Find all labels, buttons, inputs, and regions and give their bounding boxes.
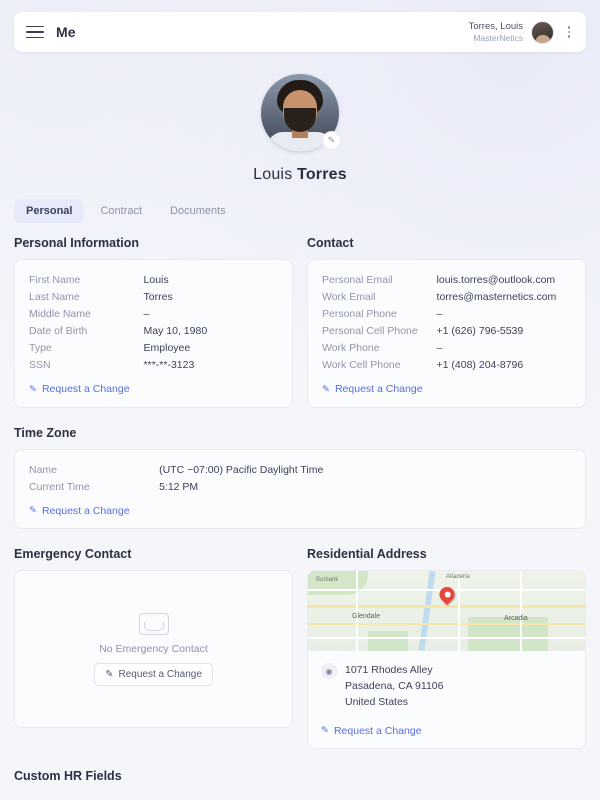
field-value: +1 (626) 796-5539 <box>436 325 524 337</box>
field-label: Name <box>29 463 58 476</box>
map-label: Altadena <box>446 574 470 580</box>
field-label: Current Time <box>29 480 90 493</box>
page-title: Me <box>56 24 76 40</box>
field-row <box>322 323 571 340</box>
emergency-contact-empty-text: No Emergency Contact <box>99 642 208 655</box>
pencil-icon: ✎ <box>322 383 330 395</box>
address-lines <box>345 662 443 710</box>
request-change-label: Request a Change <box>333 724 422 737</box>
field-label: SSN <box>29 359 51 371</box>
field-value: – <box>436 342 443 354</box>
time-zone-card <box>14 449 586 530</box>
field-row <box>29 289 278 306</box>
residential-address-card <box>307 570 586 749</box>
field-row <box>322 340 571 357</box>
field-value: ***-**-3123 <box>143 359 195 371</box>
emergency-contact-section <box>14 547 293 749</box>
location-icon: ◉ <box>321 663 337 679</box>
profile-name <box>0 166 600 184</box>
bottom-columns <box>14 547 586 749</box>
request-change-emergency-contact[interactable] <box>94 663 213 686</box>
emergency-contact-card <box>14 570 293 728</box>
field-row <box>29 357 278 374</box>
field-label: Work Cell Phone <box>322 359 401 371</box>
map-label: Arcadia <box>504 615 528 622</box>
field-value: – <box>436 308 443 320</box>
personal-information-card <box>14 259 293 408</box>
field-value: May 10, 1980 <box>143 325 208 337</box>
pencil-icon: ✎ <box>29 505 37 516</box>
address-footer <box>308 720 585 748</box>
field-row <box>29 462 571 479</box>
field-value: Torres <box>143 291 173 303</box>
field-value: louis.torres@outlook.com <box>436 274 556 286</box>
request-change-label: Request a Change <box>41 504 130 517</box>
field-value: (UTC −07:00) Pacific Daylight Time <box>159 463 324 476</box>
more-vertical-icon[interactable] <box>562 26 576 38</box>
time-zone-title: Time Zone <box>14 425 77 440</box>
profile-header <box>0 74 600 184</box>
field-row <box>29 272 278 289</box>
field-label: Personal Email <box>322 274 393 286</box>
request-change-label: Request a Change <box>118 668 202 680</box>
request-change-label: Request a Change <box>41 383 130 395</box>
field-label: Work Email <box>322 291 376 303</box>
time-zone-section <box>14 426 586 530</box>
main-content <box>14 236 586 800</box>
residential-address-title: Residential Address <box>307 547 427 561</box>
request-change-personal-information[interactable] <box>29 383 130 395</box>
field-value: – <box>143 308 150 320</box>
map-pin-icon <box>436 584 457 605</box>
top-bar <box>14 12 586 52</box>
field-label: Personal Cell Phone <box>322 325 418 337</box>
tab-contract[interactable]: Contract <box>100 205 143 217</box>
field-row <box>322 357 571 374</box>
pencil-icon: ✎ <box>105 668 114 680</box>
field-row <box>29 479 571 496</box>
avatar[interactable] <box>531 21 554 44</box>
field-label: Work Phone <box>322 342 380 354</box>
inbox-icon <box>139 613 169 635</box>
contact-section <box>307 236 586 408</box>
user-name: Torres, Louis <box>468 20 523 32</box>
user-info[interactable] <box>469 21 523 44</box>
map-label: Glendale <box>352 613 381 620</box>
field-label: First Name <box>29 274 81 286</box>
field-row <box>322 272 571 289</box>
personal-information-section <box>14 236 293 408</box>
field-row <box>322 289 571 306</box>
pencil-icon: ✎ <box>29 383 37 395</box>
field-row <box>29 323 278 340</box>
request-change-label: Request a Change <box>334 383 423 395</box>
field-row <box>29 306 278 323</box>
field-label: Last Name <box>29 291 80 303</box>
residential-address-section <box>307 547 586 749</box>
tab-personal[interactable]: Personal <box>14 199 84 223</box>
field-value: torres@masternetics.com <box>436 291 557 303</box>
pencil-icon[interactable]: ✎ <box>322 131 341 150</box>
profile-tabs <box>14 199 238 223</box>
map-label: Burbank <box>316 577 339 583</box>
profile-last-name: Torres <box>297 166 347 183</box>
field-value: Employee <box>143 342 191 354</box>
field-row <box>29 340 278 357</box>
top-columns <box>14 236 586 408</box>
field-value: 5:12 PM <box>159 480 199 493</box>
tab-documents[interactable]: Documents <box>170 205 226 217</box>
field-label: Middle Name <box>29 308 91 320</box>
field-label: Personal Phone <box>322 308 397 320</box>
field-label: Type <box>29 342 52 354</box>
request-change-residential-address[interactable] <box>321 725 422 737</box>
user-organization: MasterNetics <box>473 32 523 43</box>
top-bar-right <box>469 21 576 44</box>
address-map[interactable] <box>308 571 585 651</box>
pencil-icon: ✎ <box>321 725 329 736</box>
hamburger-icon[interactable] <box>24 21 46 43</box>
address-body <box>308 651 585 720</box>
contact-title: Contact <box>307 236 354 250</box>
field-row <box>322 306 571 323</box>
contact-card <box>307 259 586 408</box>
field-value: +1 (408) 204-8796 <box>436 359 524 371</box>
field-label: Date of Birth <box>29 325 88 337</box>
custom-hr-fields-title: Custom HR Fields <box>14 769 122 783</box>
emergency-contact-title: Emergency Contact <box>14 547 132 561</box>
personal-information-title: Personal Information <box>14 236 140 250</box>
request-change-time-zone[interactable] <box>29 505 130 517</box>
profile-first-name: Louis <box>253 166 298 183</box>
address-line-2: Pasadena, CA 91106 <box>345 680 444 692</box>
request-change-contact[interactable] <box>322 383 423 395</box>
profile-avatar-wrap <box>261 74 339 152</box>
field-value: Louis <box>143 274 169 286</box>
address-line-3: United States <box>345 696 409 708</box>
address-line-1: 1071 Rhodes Alley <box>345 664 433 676</box>
